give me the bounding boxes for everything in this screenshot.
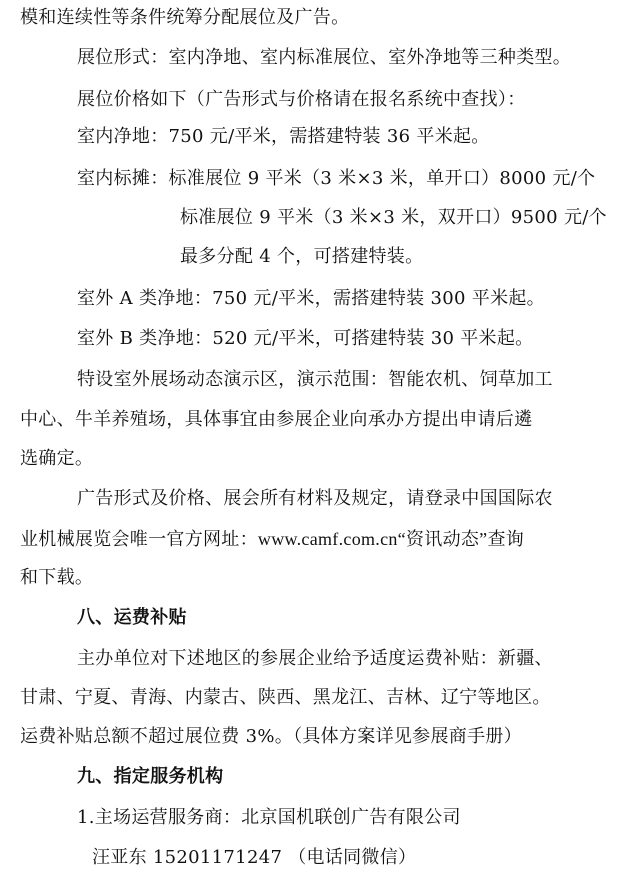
freight-line-1: 主办单位对下述地区的参展企业给予适度运费补贴：新疆、 bbox=[77, 648, 553, 669]
demo-area-line-2: 中心、牛羊养殖场，具体事宜由参展企业向承办方提出申请后遴 bbox=[20, 409, 533, 430]
demo-area-line-3: 选确定。 bbox=[20, 448, 94, 469]
outdoor-b-price: 室外 B 类净地：520 元/平米，可搭建特装 30 平米起。 bbox=[77, 328, 534, 349]
ad-info-line-2: 业机械展览会唯一官方网址：www.camf.com.cn“资讯动态”查询 bbox=[20, 529, 525, 549]
booth-types-line: 展位形式：室内净地、室内标准展位、室外净地等三种类型。 bbox=[77, 47, 572, 68]
ad-info-line-3: 和下载。 bbox=[20, 567, 94, 588]
booth-allocation-note: 最多分配 4 个，可搭建特装。 bbox=[180, 246, 424, 267]
indoor-standard-booth-double: 标准展位 9 平米（3 米×3 米，双开口）9500 元/个 bbox=[180, 207, 607, 228]
indoor-space-price: 室内净地：750 元/平米，需搭建特装 36 平米起。 bbox=[77, 126, 490, 147]
section-heading-freight-subsidy: 八、运费补贴 bbox=[77, 607, 187, 628]
service-provider-line: 1.主场运营服务商：北京国机联创广告有限公司 bbox=[77, 807, 461, 828]
paragraph-line: 模和连续性等条件统筹分配展位及广告。 bbox=[20, 7, 350, 28]
indoor-standard-booth-single: 室内标摊：标准展位 9 平米（3 米×3 米，单开口）8000 元/个 bbox=[77, 168, 596, 189]
freight-line-3: 运费补贴总额不超过展位费 3%。（具体方案详见参展商手册） bbox=[20, 726, 522, 747]
ad-info-line-1: 广告形式及价格、展会所有材料及规定，请登录中国国际农 bbox=[77, 488, 553, 509]
section-heading-service-agency: 九、指定服务机构 bbox=[77, 766, 224, 787]
freight-line-2: 甘肃、宁夏、青海、内蒙古、陕西、黑龙江、吉林、辽宁等地区。 bbox=[20, 687, 551, 708]
contact-line: 汪亚东 15201171247 （电话同微信） bbox=[92, 847, 417, 868]
outdoor-a-price: 室外 A 类净地：750 元/平米，需搭建特装 300 平米起。 bbox=[77, 288, 545, 309]
demo-area-line-1: 特设室外展场动态演示区，演示范围：智能农机、饲草加工 bbox=[77, 369, 553, 390]
booth-price-intro: 展位价格如下（广告形式与价格请在报名系统中查找）： bbox=[77, 89, 526, 110]
